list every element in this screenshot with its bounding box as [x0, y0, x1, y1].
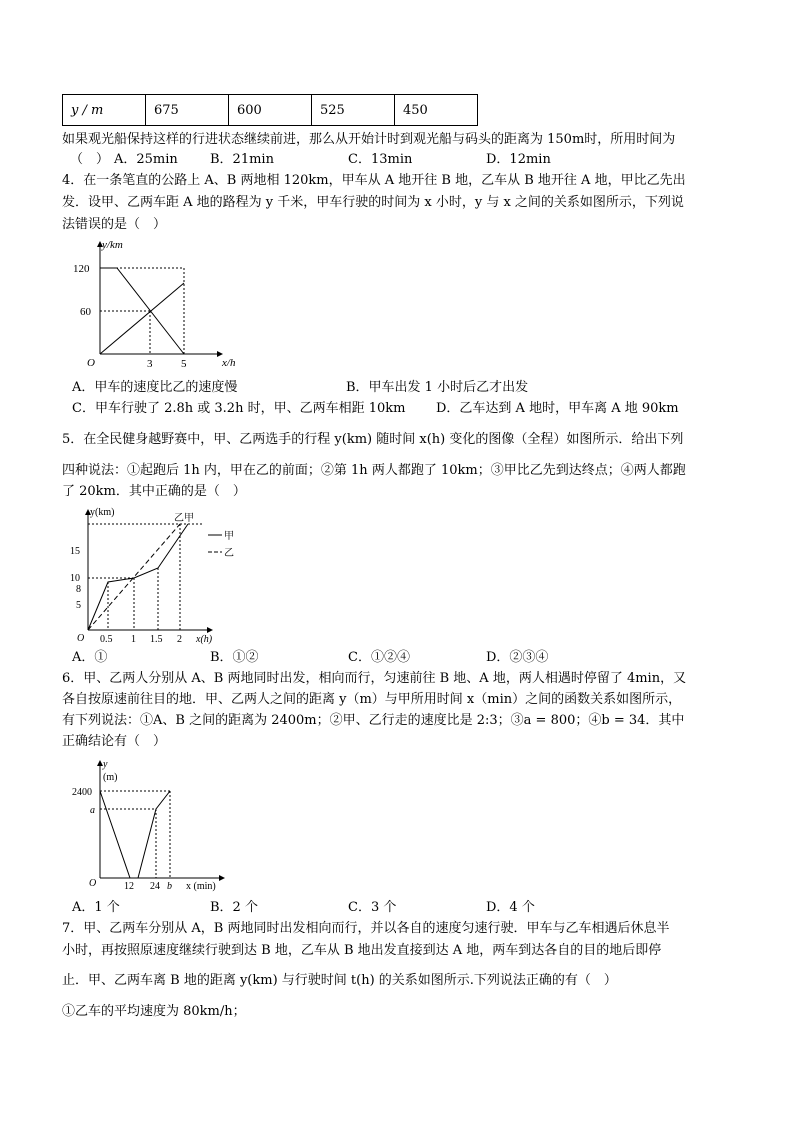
q4-option-d: D．乙车达到 A 地时，甲车离 A 地 90km: [436, 401, 679, 416]
q5-option-a: A．①: [72, 650, 108, 665]
y-tick-a: a: [90, 805, 95, 816]
q6-option-b: B．2 个: [210, 900, 258, 915]
y-tick-120: 120: [73, 263, 90, 275]
q7-text-line4: ①乙车的平均速度为 80km/h；: [62, 1004, 246, 1019]
table-header-cell: y / m: [63, 95, 146, 126]
q3-paren: （ ）: [70, 152, 110, 167]
distance-line: [100, 791, 170, 878]
table-cell: 525: [312, 95, 395, 126]
q3-option-c: C．13min: [348, 152, 413, 167]
x-tick-5: 5: [181, 358, 187, 370]
x-tick-3: 3: [147, 358, 153, 370]
y-tick-2400: 2400: [72, 787, 92, 798]
top-series-labels: 乙甲: [174, 513, 194, 524]
q3-option-b: B．21min: [210, 152, 274, 167]
y-tick-10: 10: [70, 573, 80, 584]
q5-option-b: B．①②: [210, 650, 259, 665]
q7-text-line2: 小时，再按照原速度继续行驶到达 B 地，乙车从 B 地出发直接到达 A 地，两车到达各自的目的地后即停: [62, 943, 662, 958]
q4-text-line1: 4．在一条笔直的公路上 A、B 两地相 120km，甲车从 A 地开往 B 地，乙车从 B 地开往 A 地，甲比乙先出: [62, 173, 686, 188]
q3-option-d: D．12min: [486, 152, 551, 167]
q7-text-line1: 7．甲、乙两车分别从 A，B 两地同时出发相向而行，并以各自的速度匀速行驶．甲车与乙车相遇后休息半: [62, 921, 670, 936]
q6-text-line2: 各自按原速前往目的地．甲、乙两人之间的距离 y（m）与甲所用时间 x（min）之间的函数关系如图所示，: [62, 692, 682, 707]
data-table: [62, 94, 478, 126]
table-cell: 675: [146, 95, 229, 126]
x-tick-b: b: [167, 881, 172, 892]
q6-text-line4: 正确结论有（ ）: [62, 734, 167, 749]
q5-option-d: D．②③④: [486, 650, 549, 665]
legend-jia: 甲: [224, 531, 234, 542]
x-tick-15: 1.5: [150, 634, 163, 645]
q6-text-line3: 有下列说法：①A、B 之间的距离为 2400m；②甲、乙行走的速度比是 2:3；③a = 800；④b = 34．其中: [62, 713, 685, 728]
q6-option-a: A．1 个: [72, 900, 120, 915]
origin-label: O: [89, 878, 97, 889]
origin-label: O: [77, 633, 85, 644]
x-axis-label: x (min): [186, 881, 216, 892]
y-axis-label: y(km): [90, 507, 115, 518]
q4-graph: [62, 236, 242, 376]
q7-text-line3: 止．甲、乙两车离 B 地的距离 y(km) 与行驶时间 t(h) 的关系如图所示.下列说法正确的有（ ）: [62, 973, 617, 988]
q6-text-line1: 6．甲、乙两人分别从 A、B 两地同时出发，相向而行，匀速前往 B 地、A 地，两人相遇时停留了 4min，又: [62, 671, 687, 686]
x-tick-05: 0.5: [100, 634, 113, 645]
y-axis-label: y: [103, 759, 108, 770]
line-jia: [88, 524, 188, 630]
q4-option-a: A．甲车的速度比乙的速度慢: [72, 380, 238, 395]
x-tick-24: 24: [150, 881, 160, 892]
origin-label: O: [87, 357, 95, 369]
table-cell: 450: [395, 95, 478, 126]
q6-option-d: D．4 个: [486, 900, 535, 915]
q5-text-line2: 四种说法：①起跑后 1h 内，甲在乙的前面；②第 1h 两人都跑了 10km；③甲比乙先到达终点；④两人都跑: [62, 463, 686, 478]
q6-option-c: C．3 个: [348, 900, 397, 915]
q4-option-c: C．甲车行驶了 2.8h 或 3.2h 时，甲、乙两车相距 10km: [72, 401, 406, 416]
y-tick-60: 60: [80, 306, 91, 318]
line-jia: [100, 283, 184, 354]
y-tick-5: 5: [76, 600, 81, 611]
q6-graph: [62, 755, 242, 895]
q4-text-line2: 发．设甲、乙两车距 A 地的路程为 y 千米，甲车行驶的时间为 x 小时，y 与 x 之间的关系如图所示，下列说: [62, 195, 684, 210]
q5-option-c: C．①②④: [348, 650, 410, 665]
y-axis-label: y/km: [102, 239, 123, 251]
x-tick-12: 12: [124, 881, 134, 892]
x-axis-label: x/h: [222, 357, 236, 369]
q3-option-a: A．25min: [114, 152, 178, 167]
x-axis-label: x(h): [196, 634, 213, 645]
q5-text-line3: 了 20km．其中正确的是（ ）: [62, 484, 246, 499]
legend-yi: 乙: [224, 548, 234, 559]
y-tick-8: 8: [76, 584, 81, 595]
y-tick-15: 15: [70, 546, 80, 557]
q5-graph: [62, 502, 262, 647]
table-row: [63, 95, 478, 126]
x-tick-1: 1: [131, 634, 136, 645]
y-unit-label: (m): [103, 772, 118, 783]
q3-text: 如果观光船保持这样的行进状态继续前进，那么从开始计时到观光船与码头的距离为 150m时，所用时间为: [62, 132, 676, 147]
q5-text-line1: 5．在全民健身越野赛中，甲、乙两选手的行程 y(km) 随时间 x(h) 变化的图像（全程）如图所示．给出下列: [62, 432, 684, 447]
table-cell: 600: [229, 95, 312, 126]
x-tick-2: 2: [177, 634, 182, 645]
q4-option-b: B．甲车出发 1 小时后乙才出发: [346, 380, 529, 395]
q4-text-line3: 法错误的是（ ）: [62, 217, 167, 232]
